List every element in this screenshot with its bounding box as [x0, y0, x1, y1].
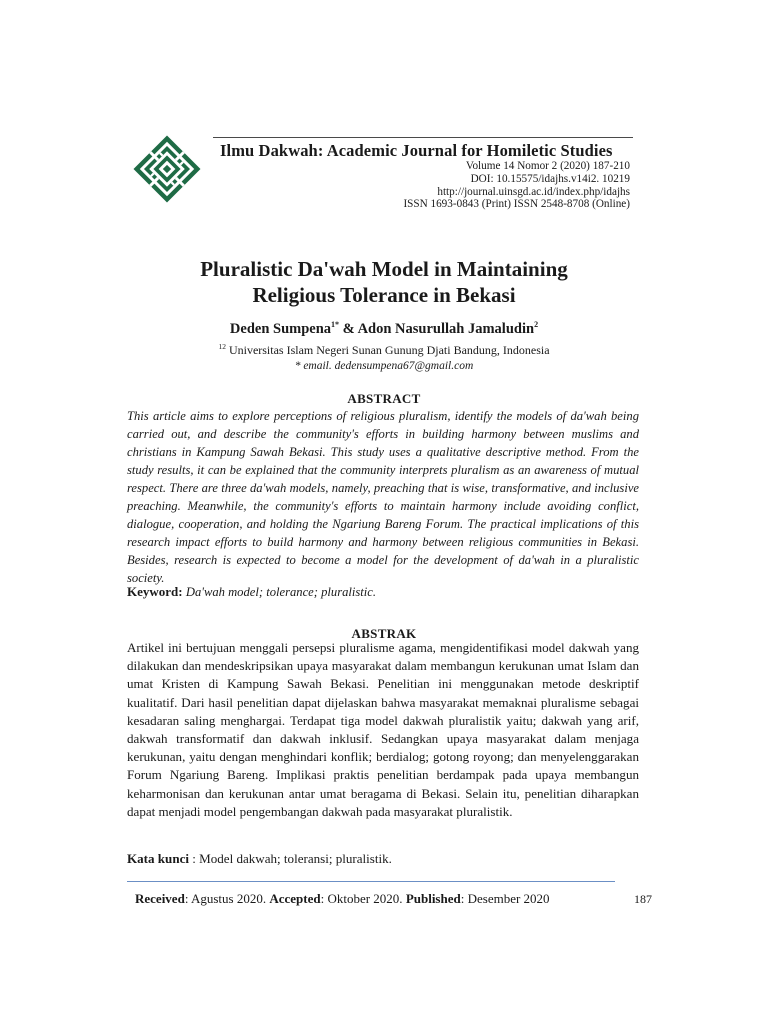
author-superscript: 1* [331, 320, 340, 329]
journal-title: Ilmu Dakwah: Academic Journal for Homiletic Studies [220, 141, 613, 160]
journal-url-link[interactable]: http://journal.uinsgd.ac.id/index.php/idajhs [437, 186, 630, 198]
kata-kunci-label: Kata kunci [127, 851, 189, 866]
affiliation-line [0, 342, 768, 358]
abstract-heading: ABSTRACT [347, 391, 421, 406]
abstrak-heading: ABSTRAK [351, 626, 417, 641]
issn-text: ISSN 1693-0843 (Print) ISSN 2548-8708 (Online) [403, 198, 630, 210]
published-label: Published [405, 891, 461, 906]
received-label: Received [135, 891, 185, 906]
doi-text: DOI: 10.15575/idajhs.v14i2. 10219 [470, 173, 630, 185]
kata-kunci-values: : Model dakwah; toleransi; pluralistik. [189, 851, 392, 866]
submission-dates [135, 891, 550, 907]
accepted-value: : Oktober 2020. [320, 891, 406, 906]
author-name: Adon Nasurullah Jamaludin [357, 321, 535, 337]
kata-kunci-line [127, 851, 639, 867]
journal-logo-icon [130, 132, 204, 206]
affiliation-superscript: 12 [218, 342, 226, 351]
header-divider [213, 137, 633, 138]
corresponding-email[interactable]: * email. dedensumpena67@gmail.com [294, 360, 474, 372]
abstrak-body: Artikel ini bertujuan menggali persepsi pluralisme agama, mengidentifikasi model dakwah yang dilakukan dan mendeskripsikan upaya masyarakat dalam membangun kerukunan umat Islam dan umat Kristen di Kampung Sawah Bekasi. Penelitian ini menggunakan metode deskriptif kualitatif. Dari hasil penelitian dapat dijelaskan bahwa masyarakat memaknai pluralisme sebagai kesadaran saling menghargai. Terdapat tiga model dakwah pluralistik yaitu; dakwah yang arif, dakwah transformatif dan dakwah inklusif. Sedangkan upaya masyarakat dalam menjaga kerukunan, yaitu dengan menghindari konflik; berdialog; gotong royong; dan menyelenggarakan Forum Ngariung Bareng. Implikasi praktis penelitian berdampak pada upaya membangun keharmonisan dan kerukunan antar umat beragama di Bekasi. Selain itu, penelitian diharapkan dapat menjadi model pengembangan dakwah pada masyarakat pluralistik. [127, 640, 639, 819]
author-superscript: 2 [534, 320, 539, 329]
affiliation-text: Universitas Islam Negeri Sunan Gunung Djati Bandung, Indonesia [228, 343, 550, 357]
author-separator: & [339, 321, 358, 337]
keyword-line [127, 584, 639, 600]
volume-info: Volume 14 Nomor 2 (2020) 187-210 [465, 160, 630, 172]
abstract-body: This article aims to explore perceptions of religious pluralism, identify the models of da'wah being carried out, and describe the community's efforts in building harmony between muslims and christians in Kampung Sawah Bekasi. This study uses a qualitative descriptive method. From the study results, it can be explained that the community interprets pluralism as an awareness of mutual respect. There are three da'wah models, namely, preaching that is wise, transformative, and inclusive preaching. Meanwhile, the community's efforts to maintain harmony include avoiding conflict, dialogue, cooperation, and holding the Ngariung Bareng Forum. The practical implications of this research impact efforts to build harmony and harmony between religious communities in Bekasi. Besides, research is expected to become a model for the development of da'wah in a pluralistic society. [127, 409, 639, 586]
footer-divider [127, 881, 615, 882]
article-title-line-2: Religious Tolerance in Bekasi [252, 283, 516, 307]
keyword-values: Da'wah model; tolerance; pluralistic. [185, 585, 377, 599]
article-title-line-1: Pluralistic Da'wah Model in Maintaining [200, 257, 568, 281]
received-value: : Agustus 2020. [184, 891, 270, 906]
authors-line [0, 320, 768, 338]
page-number: 187 [634, 892, 652, 906]
accepted-label: Accepted [269, 891, 321, 906]
author-name: Deden Sumpena [229, 321, 332, 337]
published-value: : Desember 2020 [460, 891, 550, 906]
keyword-label: Keyword: [127, 584, 183, 599]
